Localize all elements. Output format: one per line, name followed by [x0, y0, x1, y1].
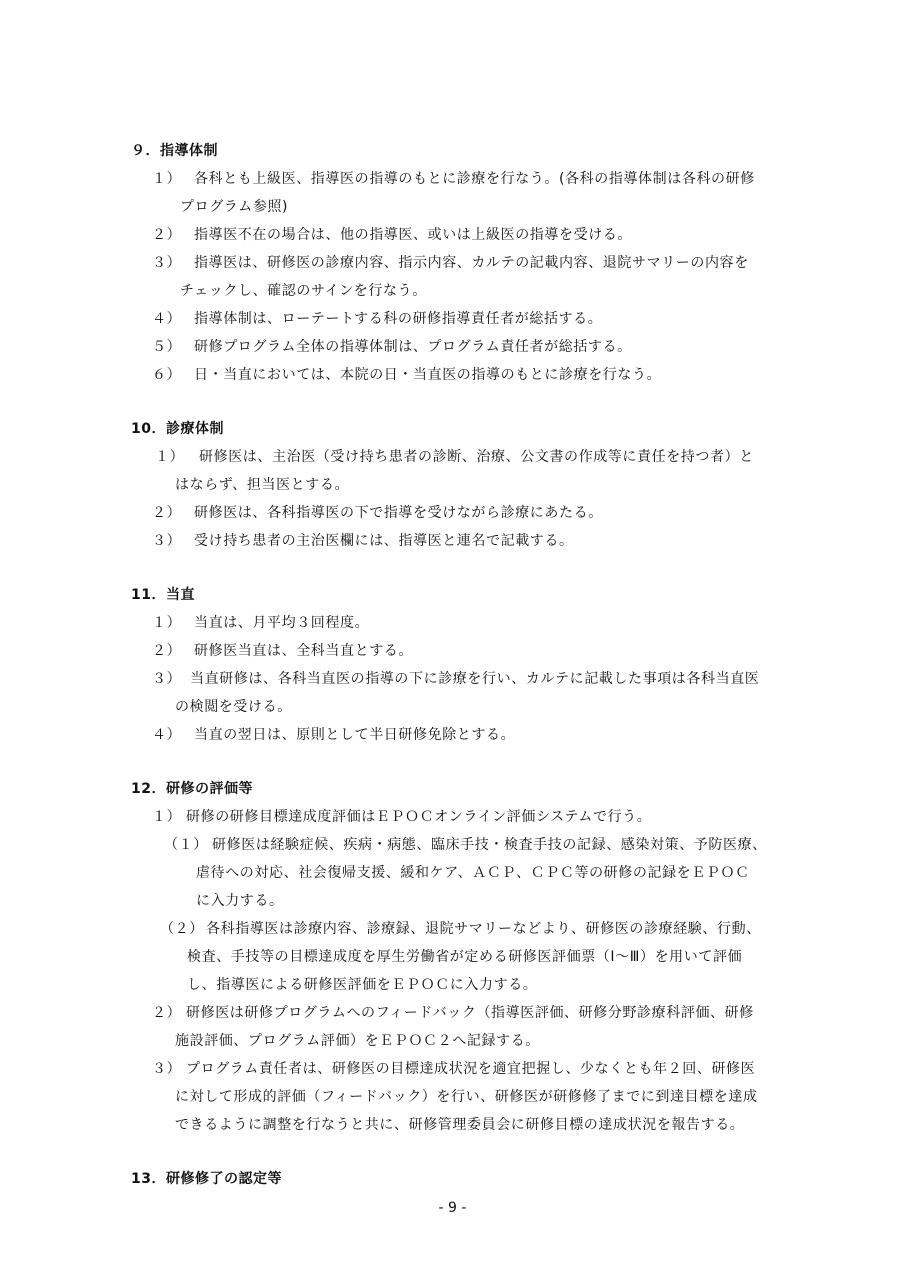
- section-12-subitem-2-cont: 検査、手技等の目標達成度を厚生労働省が定める研修医評価票（Ⅰ～Ⅲ）を用いて評価: [187, 949, 743, 965]
- section-11-item-4: [152, 724, 515, 744]
- section-11-item-2: [152, 640, 413, 660]
- item-number: ３）: [152, 1061, 182, 1077]
- item-number: （１）: [164, 837, 208, 853]
- section-12-heading: 12．研修の評価等: [131, 781, 253, 797]
- item-text: 当直研修は、各科当直医の指導の下に診療を行い、カルテに記載した事項は各科当直医: [190, 671, 760, 687]
- item-number: ４）: [152, 727, 182, 743]
- item-text: 研修医は研修プログラムへのフィードバック（指導医評価、研修分野診療科評価、研修: [186, 1005, 754, 1021]
- section-9-item-6: [152, 364, 661, 384]
- section-12-item-2-cont: 施設評価、プログラム評価）をＥＰＯＣ２へ記録する。: [175, 1033, 540, 1049]
- item-text: 各科とも上級医、指導医の指導のもとに診療を行なう。(各科の指導体制は各科の研修: [194, 171, 755, 187]
- section-12-item-3-cont: できるように調整を行なうと共に、研修管理委員会に研修目標の達成状況を報告する。: [175, 1117, 745, 1133]
- item-number: １）: [155, 449, 185, 465]
- section-11-item-3-cont: の検閲を受ける。: [175, 699, 292, 715]
- item-number: （２）: [160, 921, 204, 937]
- item-text: プログラム責任者は、研修医の目標達成状況を適宜把握し、少なくとも年２回、研修医: [186, 1061, 756, 1077]
- section-12-subitem-2-cont: し、指導医による研修医評価をＥＰＯＣに入力する。: [187, 977, 538, 993]
- item-text: 研修医は経験症候、疾病・病態、臨床手技・検査手技の記録、感染対策、予防医療、: [212, 837, 767, 853]
- item-number: ６）: [152, 367, 182, 383]
- section-12-subitem-1-cont: 虐待への対応、社会復帰支援、緩和ケア、ＡＣＰ、ＣＰＣ等の研修の記録をＥＰＯＣ: [196, 865, 750, 881]
- section-9-heading: ９．指導体制: [131, 143, 218, 159]
- section-10-item-1: [155, 446, 754, 466]
- section-9-item-5: [152, 336, 632, 356]
- item-number: ２）: [152, 227, 182, 243]
- item-number: ２）: [152, 1005, 182, 1021]
- item-number: ３）: [152, 255, 182, 271]
- section-9-item-1: [152, 168, 755, 188]
- section-9-item-3-cont: チェックし、確認のサインを行なう。: [180, 283, 427, 299]
- item-number: １）: [152, 171, 182, 187]
- section-12-subitem-1: [164, 834, 767, 854]
- page-number: - 9 -: [438, 1200, 467, 1216]
- section-12-subitem-1-cont: に入力する。: [196, 893, 284, 909]
- item-text: 受け持ち患者の主治医欄には、指導医と連名で記載する。: [194, 533, 574, 549]
- section-12-item-3: [152, 1058, 755, 1078]
- item-text: 当直は、月平均３回程度。: [194, 615, 370, 631]
- section-10-item-3: [152, 530, 574, 550]
- item-text: 研修医当直は、全科当直とする。: [194, 643, 413, 659]
- item-number: １）: [152, 809, 182, 825]
- section-9-item-4: [152, 308, 602, 328]
- section-12-item-2: [152, 1002, 754, 1022]
- item-number: ５）: [152, 339, 182, 355]
- item-number: ２）: [152, 505, 182, 521]
- section-10-item-1-cont: はならず、担当医とする。: [175, 477, 350, 493]
- section-9-item-2: [152, 224, 632, 244]
- item-number: ３）: [152, 671, 182, 687]
- item-text: 日・当直においては、本院の日・当直医の指導のもとに診療を行なう。: [194, 367, 662, 383]
- item-text: 指導医不在の場合は、他の指導医、或いは上級医の指導を受ける。: [194, 227, 632, 243]
- section-12-item-1: [152, 806, 651, 826]
- section-10-heading: 10．診療体制: [131, 421, 224, 437]
- section-12-item-3-cont: に対して形成的評価（フィードバック）を行い、研修医が研修修了までに到達目標を達成: [175, 1089, 758, 1105]
- item-text: 指導体制は、ローテートする科の研修指導責任者が総括する。: [194, 311, 603, 327]
- item-number: ４）: [152, 311, 182, 327]
- item-number: １）: [152, 615, 182, 631]
- section-11-item-3: [152, 668, 759, 688]
- section-13-heading: 13．研修修了の認定等: [131, 1171, 282, 1187]
- item-text: 各科指導医は診療内容、診療録、退院サマリーなどより、研修医の診療経験、行動、: [206, 921, 761, 937]
- item-text: 指導医は、研修医の診療内容、指示内容、カルテの記載内容、退院サマリーの内容を: [194, 255, 749, 271]
- item-text: 当直の翌日は、原則として半日研修免除とする。: [194, 727, 516, 743]
- item-text: 研修医は、各科指導医の下で指導を受けながら診療にあたる。: [194, 505, 603, 521]
- item-number: ２）: [152, 643, 182, 659]
- section-9-item-1-cont: プログラム参照): [180, 199, 289, 215]
- section-11-heading: 11．当直: [131, 587, 195, 603]
- item-text: 研修プログラム全体の指導体制は、プログラム責任者が総括する。: [194, 339, 632, 355]
- item-number: ３）: [152, 533, 182, 549]
- section-12-subitem-2: [160, 918, 761, 938]
- section-10-item-2: [152, 502, 603, 522]
- section-11-item-1: [152, 612, 369, 632]
- item-text: 研修医は、主治医（受け持ち患者の診断、治療、公文書の作成等に責任を持つ者）と: [199, 449, 754, 465]
- item-text: 研修の研修目標達成度評価はＥＰＯＣオンライン評価システムで行う。: [186, 809, 652, 825]
- section-9-item-3: [152, 252, 749, 272]
